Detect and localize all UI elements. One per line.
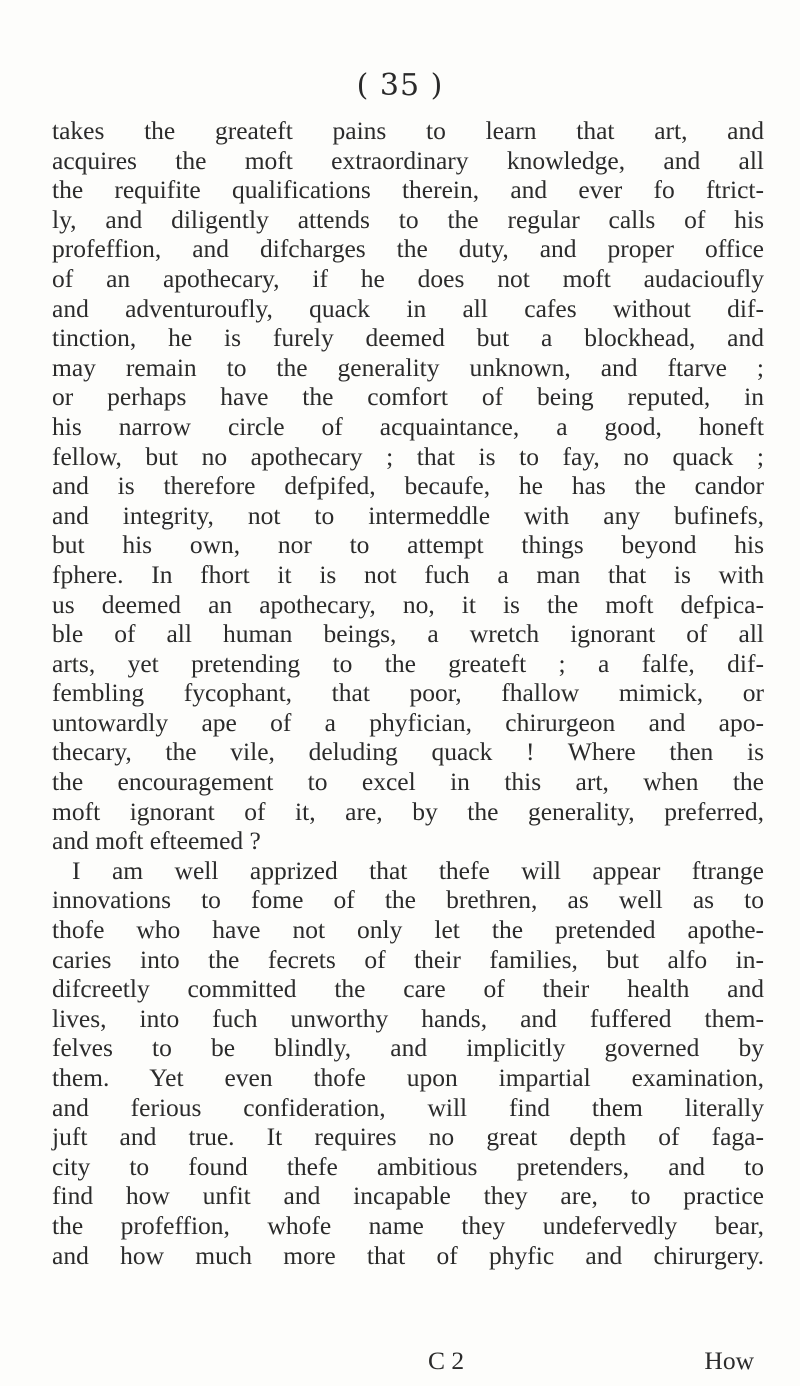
catchword: How [704,1346,754,1375]
text-line: of an apothecary, if he does not moft audacioufly [52,263,764,293]
text-line: and adventuroufly, quack in all cafes without dif- [52,293,764,323]
text-line: difcreetly committed the care of their health and [52,974,764,1004]
text-line: and integrity, not to intermeddle with any bufinefs, [52,500,764,530]
text-line: find how unfit and incapable they are, to practice [52,1181,764,1211]
text-line: moft ignorant of it, are, by the generality, preferred, [52,796,764,826]
text-line: and moft efteemed ? [52,826,261,856]
text-line: lives, into fuch unworthy hands, and fuffered them- [52,1003,764,1033]
text-line: them. Yet even thofe upon impartial examination, [52,1063,764,1092]
text-line: fphere. In fhort it is not fuch a man that is with [52,559,764,589]
signature-mark: C 2 [428,1346,465,1375]
text-line: fembling fycophant, that poor, fhallow mimick, or [52,678,764,708]
text-line: the encouragement to excel in this art, when the [52,767,764,797]
text-line: ly, and diligently attends to the regular calls of his [52,204,764,234]
text-line: acquires the moft extraordinary knowledge, and all [52,145,764,175]
text-line: felves to be blindly, and implicitly governed by [52,1033,764,1063]
text-line: juft and true. It requires no great depth of faga- [52,1122,764,1152]
text-line: and how much more that of phyfic and chirurgery. [52,1240,764,1270]
text-line: arts, yet pretending to the greateft ; a falfe, dif- [52,648,764,678]
body-text [52,116,764,1270]
page-number: ( 35 ) [356,68,444,103]
text-line: may remain to the generality unknown, and ftarve ; [52,352,764,382]
text-line: fellow, but no apothecary ; that is to fay, no quack ; [52,441,764,471]
text-line: but his own, nor to attempt things beyond his [52,530,764,560]
text-line: innovations to fome of the brethren, as well as to [52,885,764,915]
text-line: tinction, he is furely deemed but a blockhead, and [52,323,764,353]
text-line: untowardly ape of a phyfician, chirurgeon and apo- [52,707,764,737]
text-line: caries into the fecrets of their families, but alfo in- [52,944,764,974]
text-line: takes the greateft pains to learn that art, and [52,116,764,145]
text-line: profeffion, and difcharges the duty, and proper office [52,234,764,264]
text-line: thofe who have not only let the pretended apothe- [52,915,764,945]
text-line: his narrow circle of acquaintance, a good, honeft [52,411,764,441]
text-line: and ferious confideration, will find them literally [52,1092,764,1122]
text-line: the profeffion, whofe name they undefervedly bear, [52,1210,764,1240]
text-line: city to found thefe ambitious pretenders, and to [52,1151,764,1181]
text-line: or perhaps have the comfort of being reputed, in [52,382,764,412]
text-line: the requifite qualifications therein, and ever fo ftrict- [52,175,764,205]
text-line: I am well apprized that thefe will appear ftrange [72,855,764,885]
text-line: and is therefore defpifed, becaufe, he has the candor [52,471,764,501]
page-footer [52,1346,764,1376]
text-line: thecary, the vile, deluding quack ! Where then is [52,737,764,767]
text-line: ble of all human beings, a wretch ignorant of all [52,619,764,649]
text-line: us deemed an apothecary, no, it is the moft defpica- [52,589,764,619]
